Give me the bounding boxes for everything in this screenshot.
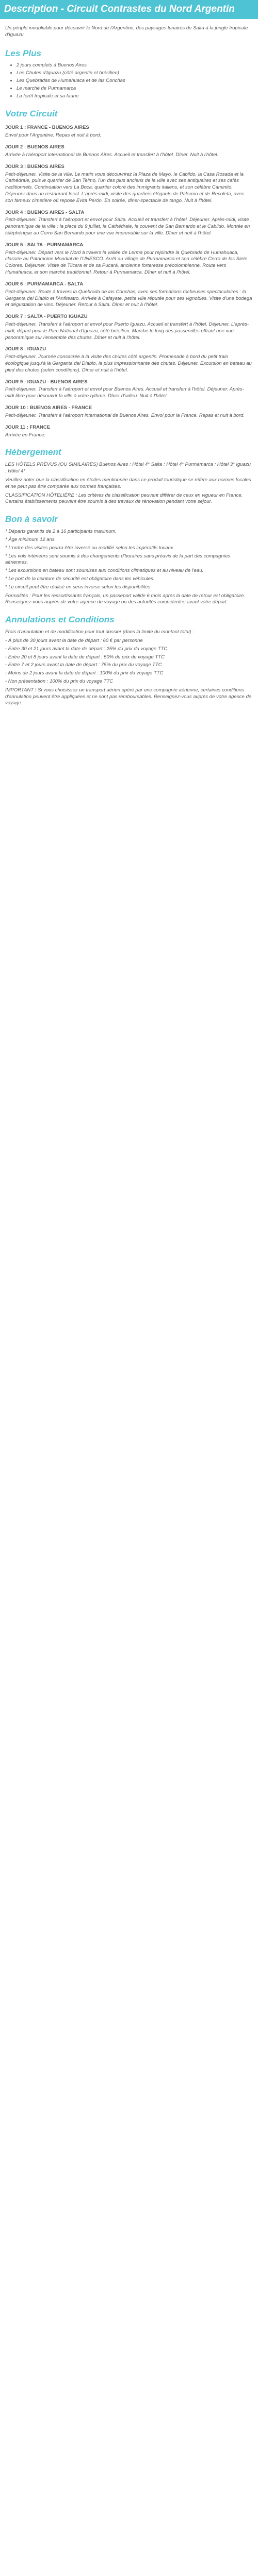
cancel-item: - Non présentation : 100% du prix du voyage TTC <box>5 679 114 685</box>
day-block <box>5 314 253 341</box>
good-to-know-title: Bon à savoir <box>5 514 58 524</box>
day-block <box>5 242 253 276</box>
day-body: Arrivée en France. <box>5 432 46 438</box>
day-block <box>5 210 253 237</box>
day-block <box>5 144 253 159</box>
day-block <box>5 281 253 309</box>
intro-text: Un périple inoubliable pour découvrir le Nord de l'Argentine, des paysages lunaires de Salta à la jungle tropicale d'Iguazu. <box>5 25 248 38</box>
cancel-item: - Moins de 2 jours avant la date de départ : 100% du prix du voyage TTC <box>5 670 164 676</box>
day-title: JOUR 4 : BUENOS AIRES - SALTA <box>5 209 85 215</box>
page <box>0 0 258 724</box>
good-to-know-item: * Départs garantis de 2 à 16 participants maximum. <box>5 529 117 535</box>
good-to-know-item: * L'ordre des visites pourra être inversé ou modifié selon les impératifs locaux. <box>5 545 175 551</box>
good-to-know-para: Formalités : Pour les ressortissants français, un passeport valide 6 mois après la date de retour est obligatoire. Renseignez-vous auprès de votre agence de voyage ou des autorités compétentes avant votre départ. <box>5 592 246 605</box>
hotels-note2: CLASSIFICATION HÔTELIÈRE : Les critères de classification peuvent différer de ceux en vigueur en France. Certains établissements peuvent être soumis à des travaux de rénovation pendant votre séjour. <box>5 492 243 505</box>
good-to-know-item: * Les vols intérieurs sont soumis à des changements d'horaires sans préavis de la part des compagnies aériennes. <box>5 553 230 566</box>
cancel-list <box>5 638 253 685</box>
day-block <box>5 405 253 419</box>
good-to-know-list <box>5 529 253 591</box>
day-block <box>5 425 253 439</box>
day-body: Petit-déjeuner. Visite de la ville. Le matin vous découvrirez la Plaza de Mayo, le Cabildo, la Casa Rosada et la Cathédrale, puis le quartier de San Telmo, l'un des plus anciens de la ville avec ses antiquaires et ses cafés traditionnels. Continuation vers La Boca, quartier coloré des immigrants italiens, et son célèbre Caminito. Déjeuner dans un restaurant local. L'après-midi, visite des quartiers élégants de Palermo et de Recoleta, avec son fameux cimetière où repose Evita Perón. En soirée, dîner-spectacle de tango. Nuit à l'hôtel. <box>5 171 244 204</box>
day-body: Petit-déjeuner. Transfert à l'aéroport et envol pour Buenos Aires. Accueil et transfert à l'hôtel. Déjeuner. Après-midi libre pour découvrir la ville à votre rythme. Dîner d'adieu. Nuit à l'hôtel. <box>5 386 244 399</box>
plus-item: • La forêt tropicale et sa faune <box>17 93 253 100</box>
cancel-item: - Entre 20 et 8 jours avant la date de départ : 50% du prix du voyage TTC <box>5 654 165 660</box>
hotels-note: Veuillez noter que la classification en étoiles mentionnée dans ce produit touristique se réfère aux normes locales et ne peut pas être comparée aux normes françaises. <box>5 477 251 489</box>
plus-item: • Les Chutes d'Iguazu (côté argentin et brésilien) <box>17 70 253 77</box>
plus-item: • Les Quebradas de Humahuaca et de las Conchas <box>17 78 253 84</box>
bottom-spacer <box>5 709 253 719</box>
day-title: JOUR 11 : FRANCE <box>5 424 51 430</box>
day-block <box>5 346 253 374</box>
day-title: JOUR 5 : SALTA - PURMAMARCA <box>5 242 84 248</box>
plus-list <box>17 62 253 99</box>
plus-item: • 2 jours complets à Buenos Aires <box>17 62 253 69</box>
day-block <box>5 164 253 205</box>
day-block <box>5 379 253 400</box>
day-block <box>5 125 253 139</box>
plus-item: • Le marché de Purmamarca <box>17 86 253 92</box>
cancel-para: IMPORTANT ! Si vous choisissez un transport aérien opéré par une compagnie aérienne, certaines conditions d'annulation peuvent être appliquées et ne sont pas remboursables. Renseignez-vous auprès de votre agence de voyage. <box>5 687 252 706</box>
day-body: Petit-déjeuner. Transfert à l'aéroport international de Buenos Aires. Envol pour la France. Repas et nuit à bord. <box>5 412 245 418</box>
content <box>0 19 258 724</box>
cancel-intro: Frais d'annulation et de modification pour tout dossier (dans la limite du montant total) : <box>5 629 194 635</box>
day-title: JOUR 6 : PURMAMARCA - SALTA <box>5 281 84 287</box>
cancel-item: - À plus de 30 jours avant la date de départ : 60 € par personne <box>5 637 143 643</box>
day-title: JOUR 10 : BUENOS AIRES - FRANCE <box>5 405 92 411</box>
good-to-know-item: * Les excursions en bateau sont soumises aux conditions climatiques et au niveau de l'eau. <box>5 568 204 574</box>
day-body: Petit-déjeuner. Transfert à l'aéroport et envol pour Puerto Iguazu. Accueil et transfert à l'hôtel. Déjeuner. L'après-midi, départ pour le Parc National d'Iguazu, côté brésilien. Marche le long des passerelles offrant une vue panoramique sur l'ensemble des chutes. Dîner et nuit à l'hôtel. <box>5 321 249 341</box>
hotels-title: Hébergement <box>5 447 61 457</box>
cancel-item: - Entre 7 et 2 jours avant la date de départ : 75% du prix du voyage TTC <box>5 662 162 668</box>
day-body: Arrivée à l'aéroport international de Buenos Aires. Accueil et transfert à l'hôtel. Dîner. Nuit à l'hôtel. <box>5 151 219 158</box>
plus-title: Les Plus <box>5 48 41 58</box>
day-title: JOUR 3 : BUENOS AIRES <box>5 163 64 170</box>
day-body: Petit-déjeuner. Route à travers la Quebrada de las Conchas, avec ses formations rocheuses spectaculaires : la Garganta del Diablo et l'Anfiteatro. Arrivée à Cafayate, petite ville réputée pour ses vignobles. Visite d'une bodega et dégustation de vins. Déjeuner. Retour à Salta. Dîner et nuit à l'hôtel. <box>5 289 252 308</box>
day-title: JOUR 8 : IGUAZU <box>5 346 46 352</box>
day-body: Petit-déjeuner. Transfert à l'aéroport et envol pour Salta. Accueil et transfert à l'hôtel. Déjeuner. Après-midi, visite panoramique de la ville : la place du 9 juillet, la Cathédrale, le couvent de San Bernardo et le Cabildo. Montée en téléphérique au Cerro San Bernardo pour une vue imprenable sur la ville. Dîner et nuit à l'hôtel. <box>5 217 250 236</box>
day-body: Envol pour l'Argentine. Repas et nuit à bord. <box>5 132 102 139</box>
day-body: Petit-déjeuner. Journée consacrée à la visite des chutes côté argentin. Promenade à bord du petit train écologique jusqu'à la Garganta del Diablo, la plus impressionnante des chutes. Déjeuner. Excursion en bateau au pied des chutes (selon conditions). Dîner et nuit à l'hôtel. <box>5 354 252 373</box>
voyage-title: Votre Circuit <box>5 108 58 118</box>
good-to-know-item: * Âge minimum 12 ans. <box>5 536 56 543</box>
good-to-know-item: * Le port de la ceinture de sécurité est obligatoire dans les véhicules. <box>5 575 155 582</box>
hotels-body: LES HÔTELS PRÉVUS (OU SIMILAIRES) Buenos Aires : Hôtel 4* Salta : Hôtel 4* Purmamarca : Hôtel 3* Iguazu : Hôtel 4* <box>5 462 251 474</box>
cancel-item: - Entre 30 et 21 jours avant la date de départ : 25% du prix du voyage TTC <box>5 646 168 652</box>
good-to-know-item: * Le circuit peut être réalisé en sens inverse selon les disponibilités. <box>5 584 152 590</box>
page-title: Description - Circuit Contrastes du Nord Argentin <box>4 4 235 14</box>
day-title: JOUR 9 : IGUAZU - BUENOS AIRES <box>5 379 88 385</box>
day-title: JOUR 1 : FRANCE - BUENOS AIRES <box>5 125 89 131</box>
cancel-title: Annulations et Conditions <box>5 615 115 625</box>
day-title: JOUR 2 : BUENOS AIRES <box>5 144 64 150</box>
day-title: JOUR 7 : SALTA - PUERTO IGUAZU <box>5 314 88 320</box>
header-band <box>0 0 258 19</box>
day-body: Petit-déjeuner. Départ vers le Nord à travers la vallée de Lerma pour rejoindre la Quebrada de Humahuaca, classée au Patrimoine Mondial de l'UNESCO. Arrêt au village de Purmamarca et son célèbre Cerro de los Siete Colores. Déjeuner. Visite de Tilcara et de sa Pucará, ancienne forteresse précolombienne. Route vers Humahuaca, et son marché traditionnel. Retour à Purmamarca. Dîner et nuit à l'hôtel. <box>5 249 248 276</box>
